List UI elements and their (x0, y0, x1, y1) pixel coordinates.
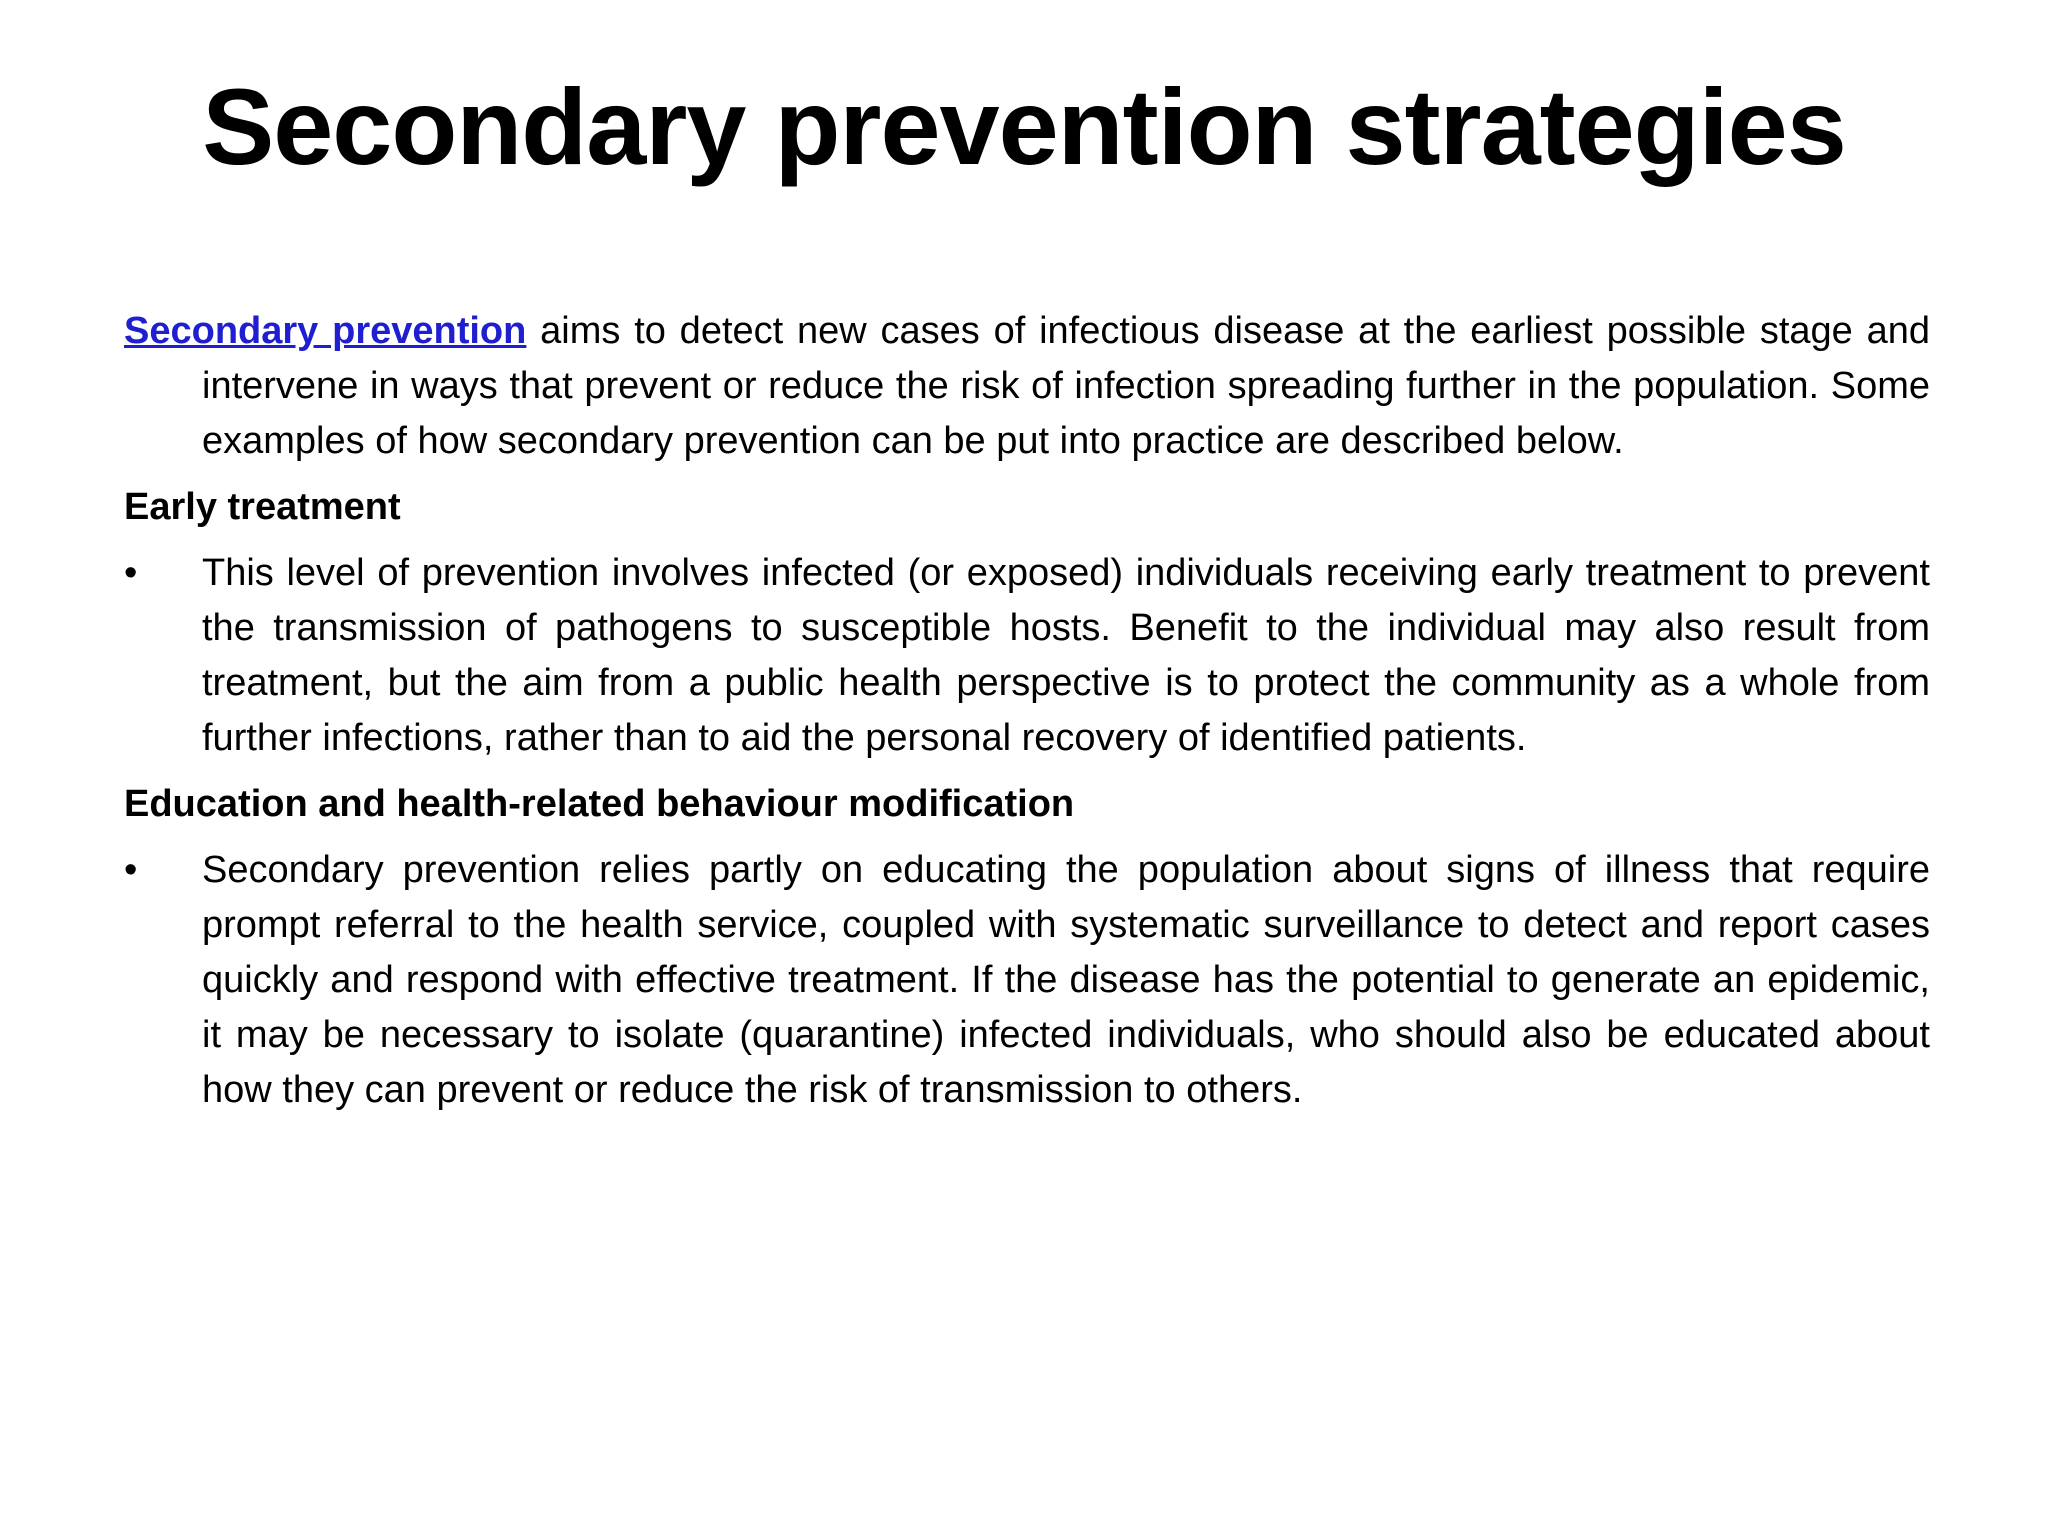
bullet-item-education (124, 843, 1930, 1118)
bullet-item-early-treatment (124, 546, 1930, 766)
section-heading-education: Education and health-related behaviour modification (124, 783, 1075, 825)
bullet-icon: • (124, 552, 138, 594)
intro-paragraph (124, 304, 1930, 469)
section-heading-early-treatment: Early treatment (124, 486, 401, 528)
slide-title: Secondary prevention strategies (202, 66, 1846, 187)
secondary-prevention-link[interactable]: Secondary prevention (124, 310, 527, 352)
intro-text: aims to detect new cases of infectious disease at the earliest possible stage and intervene in ways that prevent or reduce the risk of infection spreading further in the population. Some examples of how secondary prevention can be put into practice are described below. (202, 310, 1930, 462)
bullet-text-education: Secondary prevention relies partly on educating the population about signs of illness that require prompt referral to the health service, coupled with systematic surveillance to detect and report cases quickly and respond with effective treatment. If the disease has the potential to generate an epidemic, it may be necessary to isolate (quarantine) infected individuals, who should also be educated about how they can prevent or reduce the risk of transmission to others. (202, 849, 1930, 1111)
slide-content (124, 304, 1930, 1129)
bullet-text-early-treatment: This level of prevention involves infected (or exposed) individuals receiving early treatment to prevent the transmission of pathogens to susceptible hosts. Benefit to the individual may also result from treatment, but the aim from a public health perspective is to protect the community as a whole from further infections, rather than to aid the personal recovery of identified patients. (202, 552, 1930, 759)
bullet-icon: • (124, 849, 138, 891)
